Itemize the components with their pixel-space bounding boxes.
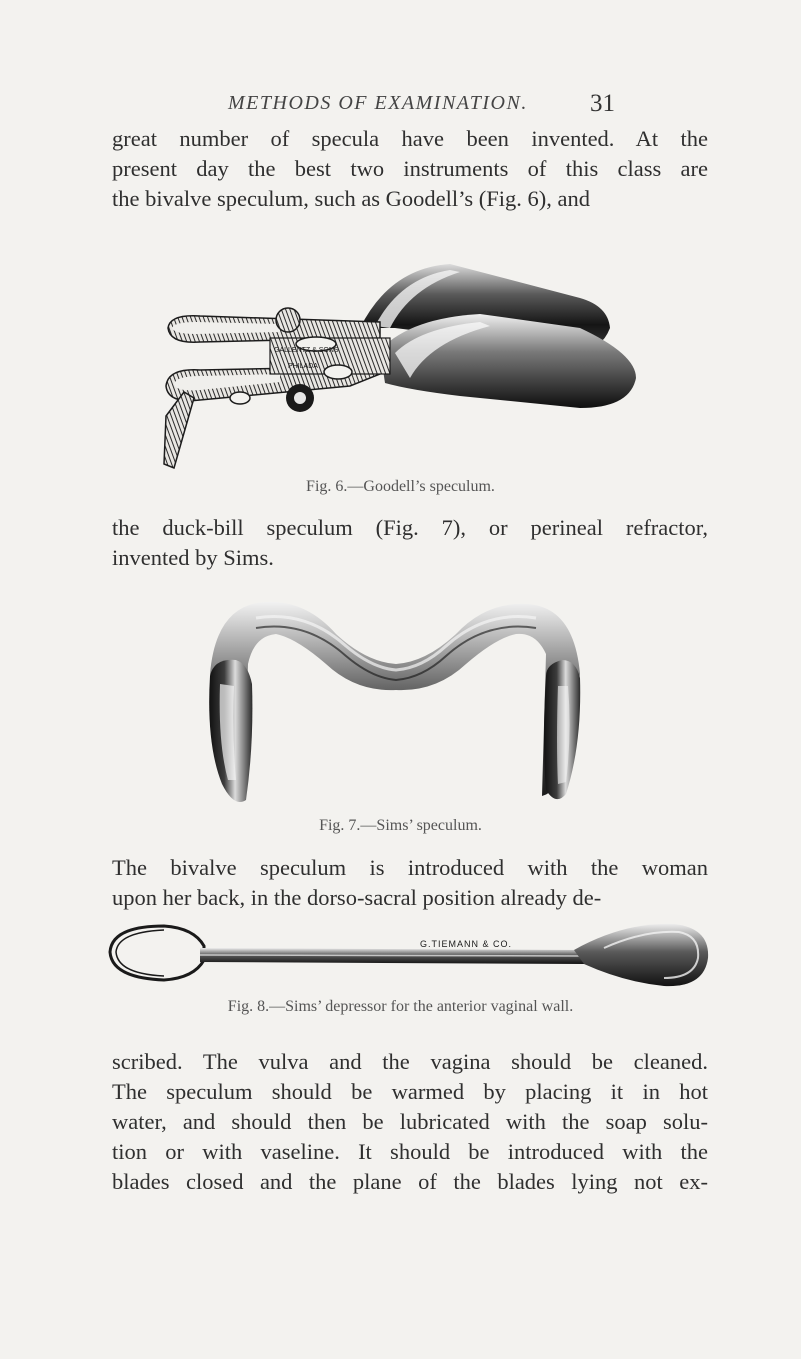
sims-speculum-illustration — [196, 594, 596, 814]
paragraph-3 — [112, 853, 708, 913]
running-head: METHODS OF EXAMINATION. — [228, 92, 528, 114]
text-line: The bivalve speculum is introduced with the woman — [112, 855, 708, 880]
text-line: the bivalve speculum, such as Goodell’s (Fig. 6), and — [112, 186, 591, 211]
goodell-speculum-illustration — [160, 258, 650, 473]
text-line: upon her back, in the dorso-sacral position already de- — [112, 885, 602, 910]
text-line: The speculum should be warmed by placing it in hot — [112, 1079, 708, 1104]
figure-6-caption: Fig. 6.—Goodell’s speculum. — [306, 478, 495, 495]
text-line: tion or with vaseline. It should be introduced with the — [112, 1139, 708, 1164]
sims-depressor-illustration — [104, 920, 714, 992]
engraved-text: PHILADA — [288, 363, 318, 370]
text-line: blades closed and the plane of the blades lying not ex- — [112, 1169, 708, 1194]
page-number: 31 — [590, 90, 615, 117]
text-line: present day the best two instruments of this class are — [112, 156, 708, 181]
paragraph-4 — [112, 1047, 708, 1197]
figure-7-sims-speculum — [196, 594, 596, 814]
maker-mark-text: GALLENTZ & SONS — [274, 347, 339, 354]
text-line: great number of specula have been invented. At the — [112, 126, 708, 151]
figure-6-goodell-speculum — [160, 258, 650, 473]
figure-8-sims-depressor — [104, 920, 714, 992]
paragraph-2 — [112, 513, 708, 573]
figure-8-caption: Fig. 8.—Sims’ depressor for the anterior vaginal wall. — [227, 998, 574, 1015]
paragraph-1 — [112, 124, 708, 214]
text-line: water, and should then be lubricated with the soap solu- — [112, 1109, 708, 1134]
figure-7-caption: Fig. 7.—Sims’ speculum. — [319, 817, 482, 834]
text-line: scribed. The vulva and the vagina should be cleaned. — [112, 1049, 708, 1074]
text-line: invented by Sims. — [112, 545, 274, 570]
text-line: the duck-bill speculum (Fig. 7), or perineal refractor, — [112, 515, 708, 540]
maker-mark-text: G.TIEMANN & CO. — [420, 939, 513, 949]
